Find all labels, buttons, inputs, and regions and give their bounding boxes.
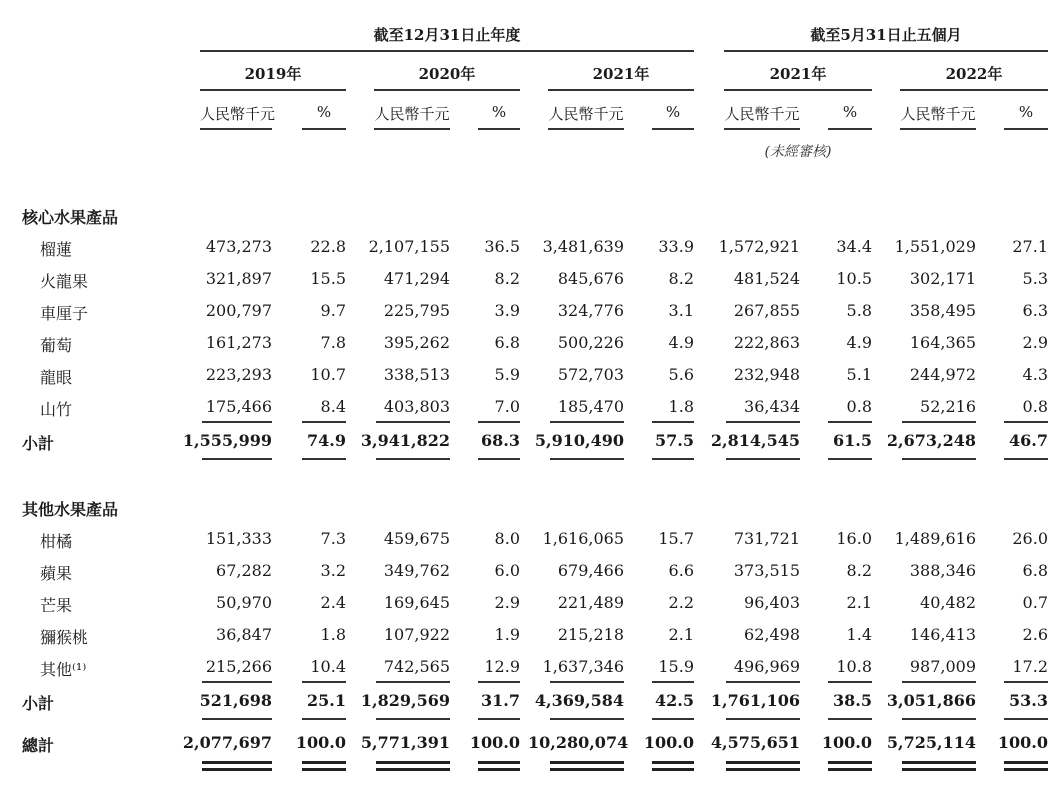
table-row-cell: 33.9 <box>658 237 694 256</box>
group-header-five-months: 截至5月31日止五個月 <box>810 26 962 44</box>
subtotal-rule <box>726 681 800 683</box>
subtotal-row-cell: 57.5 <box>655 431 694 450</box>
table-row-cell: 572,703 <box>557 365 624 384</box>
table-row-cell: 10.4 <box>310 657 346 676</box>
subtotal-underline <box>550 718 624 720</box>
subtotal-label: 小計 <box>22 434 55 453</box>
subtotal-rule <box>376 421 450 423</box>
row-label: 柑橘 <box>40 532 73 551</box>
subtotal-row-cell: 3,941,822 <box>360 431 450 450</box>
table-row-cell: 6.0 <box>494 561 520 580</box>
subtotal-rule <box>1004 681 1048 683</box>
total-row-cell: 2,077,697 <box>182 733 272 752</box>
subtotal-rule <box>550 421 624 423</box>
table-row-cell: 6.3 <box>1022 301 1048 320</box>
subtotal-row-cell: 46.7 <box>1009 431 1048 450</box>
row-label: 榴蓮 <box>40 240 73 259</box>
table-row-cell: 9.7 <box>320 301 346 320</box>
subtotal-row-cell: 1,829,569 <box>360 691 450 710</box>
total-row-cell: 100.0 <box>821 733 872 752</box>
table-row-cell: 5.8 <box>846 301 872 320</box>
subtotal-row-cell: 5,910,490 <box>534 431 624 450</box>
table-row-cell: 96,403 <box>744 593 800 612</box>
year-rule <box>724 89 872 91</box>
subtotal-underline <box>376 458 450 460</box>
subtotal-row-cell: 2,814,545 <box>710 431 800 450</box>
table-row-cell: 1,616,065 <box>542 529 624 548</box>
total-row-cell: 100.0 <box>643 733 694 752</box>
total-double-rule-bottom <box>376 768 450 771</box>
subtotal-row-cell: 74.9 <box>307 431 346 450</box>
unit-header-rmb: 人民幣千元 <box>200 105 276 123</box>
table-row-cell: 185,470 <box>557 397 624 416</box>
table-row-cell: 1,489,616 <box>894 529 976 548</box>
table-row-cell: 107,922 <box>383 625 450 644</box>
subtotal-rule <box>202 681 272 683</box>
subtotal-row-cell: 3,051,866 <box>886 691 976 710</box>
table-row-cell: 1,551,029 <box>894 237 976 256</box>
table-row-cell: 349,762 <box>383 561 450 580</box>
table-row-cell: 7.0 <box>494 397 520 416</box>
subtotal-row-cell: 1,761,106 <box>710 691 800 710</box>
subtotal-underline <box>478 718 520 720</box>
table-row-cell: 15.9 <box>658 657 694 676</box>
group-header-fiscal-year: 截至12月31日止年度 <box>373 26 521 44</box>
total-row-cell: 5,771,391 <box>360 733 450 752</box>
total-double-rule-top <box>1004 761 1048 764</box>
total-row-cell: 10,280,074 <box>528 733 629 752</box>
table-row-cell: 10.8 <box>836 657 872 676</box>
unit-header-pct: % <box>491 103 507 121</box>
table-row-cell: 34.4 <box>836 237 872 256</box>
subtotal-row-cell: 1,555,999 <box>182 431 272 450</box>
table-row-cell: 4.9 <box>846 333 872 352</box>
subtotal-rule <box>652 421 694 423</box>
subtotal-label: 小計 <box>22 694 55 713</box>
table-row-cell: 12.9 <box>484 657 520 676</box>
unit-rule <box>302 128 346 130</box>
unit-rule <box>478 128 520 130</box>
total-double-rule-top <box>376 761 450 764</box>
subtotal-underline <box>652 718 694 720</box>
row-label: 龍眼 <box>40 368 73 387</box>
table-row-cell: 1.9 <box>494 625 520 644</box>
subtotal-rule <box>902 681 976 683</box>
row-label: 葡萄 <box>40 336 73 355</box>
subtotal-row-cell: 38.5 <box>833 691 872 710</box>
year-header: 2021年 <box>769 65 827 83</box>
total-double-rule-bottom <box>302 768 346 771</box>
row-label: 芒果 <box>40 596 73 615</box>
unit-rule <box>548 128 624 130</box>
table-row-cell: 0.7 <box>1022 593 1048 612</box>
subtotal-underline <box>202 458 272 460</box>
table-row-cell: 2.4 <box>320 593 346 612</box>
table-row-cell: 5.1 <box>846 365 872 384</box>
subtotal-underline <box>1004 458 1048 460</box>
unit-header-pct: % <box>316 103 332 121</box>
table-row-cell: 164,365 <box>909 333 976 352</box>
subtotal-row-cell: 42.5 <box>655 691 694 710</box>
table-row-cell: 2,107,155 <box>368 237 450 256</box>
subtotal-underline <box>902 458 976 460</box>
row-label: 其他⁽¹⁾ <box>40 660 87 679</box>
total-double-rule-top <box>902 761 976 764</box>
table-row-cell: 388,346 <box>909 561 976 580</box>
table-row-cell: 473,273 <box>205 237 272 256</box>
table-row-cell: 6.8 <box>1022 561 1048 580</box>
section-title: 其他水果產品 <box>22 500 119 519</box>
table-row-cell: 50,970 <box>216 593 272 612</box>
table-row-cell: 15.5 <box>310 269 346 288</box>
table-row-cell: 215,266 <box>205 657 272 676</box>
table-row-cell: 3.9 <box>494 301 520 320</box>
total-double-rule-top <box>550 761 624 764</box>
subtotal-row-cell: 53.3 <box>1009 691 1048 710</box>
row-label: 車厘子 <box>40 304 89 323</box>
table-row-cell: 67,282 <box>216 561 272 580</box>
subtotal-row-cell: 4,369,584 <box>534 691 624 710</box>
unit-header-pct: % <box>842 103 858 121</box>
subtotal-underline <box>550 458 624 460</box>
table-row-cell: 200,797 <box>205 301 272 320</box>
year-rule <box>200 89 346 91</box>
subtotal-underline <box>478 458 520 460</box>
table-row-cell: 358,495 <box>909 301 976 320</box>
subtotal-rule <box>478 421 520 423</box>
unit-header-rmb: 人民幣千元 <box>548 105 624 123</box>
subtotal-rule <box>550 681 624 683</box>
table-row-cell: 338,513 <box>383 365 450 384</box>
year-rule <box>548 89 694 91</box>
table-row-cell: 225,795 <box>383 301 450 320</box>
table-row-cell: 2.2 <box>668 593 694 612</box>
table-row-cell: 8.2 <box>494 269 520 288</box>
total-double-rule-bottom <box>202 768 272 771</box>
table-row-cell: 481,524 <box>733 269 800 288</box>
total-double-rule-top <box>652 761 694 764</box>
unit-rule <box>200 128 272 130</box>
table-row-cell: 223,293 <box>205 365 272 384</box>
table-row-cell: 324,776 <box>557 301 624 320</box>
unaudited-note: (未經審核) <box>764 144 832 160</box>
subtotal-rule <box>726 421 800 423</box>
table-row-cell: 5.3 <box>1022 269 1048 288</box>
table-row-cell: 1,637,346 <box>542 657 624 676</box>
total-double-rule-top <box>828 761 872 764</box>
table-row-cell: 221,489 <box>557 593 624 612</box>
table-row-cell: 987,009 <box>909 657 976 676</box>
row-label: 獼猴桃 <box>40 628 89 647</box>
table-row-cell: 731,721 <box>733 529 800 548</box>
table-row-cell: 10.5 <box>836 269 872 288</box>
subtotal-rule <box>302 681 346 683</box>
table-row-cell: 17.2 <box>1012 657 1048 676</box>
table-row-cell: 403,803 <box>383 397 450 416</box>
subtotal-rule <box>478 681 520 683</box>
unit-rule <box>724 128 800 130</box>
table-row-cell: 471,294 <box>383 269 450 288</box>
subtotal-underline <box>828 718 872 720</box>
table-row-cell: 3.1 <box>668 301 694 320</box>
table-row-cell: 742,565 <box>383 657 450 676</box>
table-row-cell: 2.9 <box>494 593 520 612</box>
table-row-cell: 4.3 <box>1022 365 1048 384</box>
unit-rule <box>374 128 450 130</box>
total-double-rule-top <box>726 761 800 764</box>
table-row-cell: 36.5 <box>484 237 520 256</box>
total-double-rule-bottom <box>726 768 800 771</box>
table-row-cell: 10.7 <box>310 365 346 384</box>
year-header: 2020年 <box>418 65 476 83</box>
table-row-cell: 26.0 <box>1012 529 1048 548</box>
table-row-cell: 0.8 <box>846 397 872 416</box>
group-rule-five-months <box>724 50 1048 52</box>
table-row-cell: 244,972 <box>909 365 976 384</box>
table-row-cell: 2.6 <box>1022 625 1048 644</box>
subtotal-underline <box>376 718 450 720</box>
subtotal-underline <box>202 718 272 720</box>
total-row-cell: 5,725,114 <box>886 733 976 752</box>
unit-rule <box>900 128 976 130</box>
table-row-cell: 16.0 <box>836 529 872 548</box>
year-rule <box>900 89 1048 91</box>
subtotal-rule <box>828 421 872 423</box>
table-row-cell: 40,482 <box>920 593 976 612</box>
subtotal-rule <box>652 681 694 683</box>
total-double-rule-bottom <box>1004 768 1048 771</box>
subtotal-row-cell: 68.3 <box>481 431 520 450</box>
table-row-cell: 2.9 <box>1022 333 1048 352</box>
table-row-cell: 8.2 <box>846 561 872 580</box>
table-row-cell: 1.8 <box>320 625 346 644</box>
table-row-cell: 7.3 <box>320 529 346 548</box>
table-row-cell: 36,847 <box>216 625 272 644</box>
table-row-cell: 222,863 <box>733 333 800 352</box>
table-row-cell: 5.9 <box>494 365 520 384</box>
table-row-cell: 8.0 <box>494 529 520 548</box>
total-row-cell: 100.0 <box>295 733 346 752</box>
total-label: 總計 <box>22 736 55 755</box>
table-row-cell: 459,675 <box>383 529 450 548</box>
section-title: 核心水果產品 <box>22 208 119 227</box>
table-row-cell: 679,466 <box>557 561 624 580</box>
table-row-cell: 36,434 <box>744 397 800 416</box>
total-double-rule-bottom <box>828 768 872 771</box>
subtotal-underline <box>1004 718 1048 720</box>
subtotal-row-cell: 25.1 <box>307 691 346 710</box>
table-row-cell: 8.2 <box>668 269 694 288</box>
table-row-cell: 52,216 <box>920 397 976 416</box>
total-row-cell: 100.0 <box>997 733 1048 752</box>
subtotal-underline <box>828 458 872 460</box>
year-rule <box>374 89 520 91</box>
table-row-cell: 169,645 <box>383 593 450 612</box>
total-double-rule-top <box>302 761 346 764</box>
total-double-rule-top <box>478 761 520 764</box>
subtotal-row-cell: 31.7 <box>481 691 520 710</box>
table-row-cell: 395,262 <box>383 333 450 352</box>
subtotal-underline <box>726 718 800 720</box>
table-row-cell: 151,333 <box>205 529 272 548</box>
table-row-cell: 5.6 <box>668 365 694 384</box>
row-label: 山竹 <box>40 400 73 419</box>
year-header: 2021年 <box>592 65 650 83</box>
table-row-cell: 1.8 <box>668 397 694 416</box>
subtotal-underline <box>652 458 694 460</box>
subtotal-row-cell: 61.5 <box>833 431 872 450</box>
table-row-cell: 3,481,639 <box>542 237 624 256</box>
total-double-rule-bottom <box>902 768 976 771</box>
unit-header-rmb: 人民幣千元 <box>374 105 450 123</box>
total-row-cell: 100.0 <box>469 733 520 752</box>
subtotal-underline <box>902 718 976 720</box>
table-row-cell: 6.8 <box>494 333 520 352</box>
total-double-rule-bottom <box>652 768 694 771</box>
table-row-cell: 1.4 <box>846 625 872 644</box>
total-row-cell: 4,575,651 <box>710 733 800 752</box>
table-row-cell: 321,897 <box>205 269 272 288</box>
subtotal-rule <box>1004 421 1048 423</box>
subtotal-underline <box>302 718 346 720</box>
year-header: 2019年 <box>244 65 302 83</box>
subtotal-underline <box>302 458 346 460</box>
unit-header-rmb: 人民幣千元 <box>724 105 800 123</box>
unit-rule <box>828 128 872 130</box>
table-row-cell: 2.1 <box>846 593 872 612</box>
unit-header-pct: % <box>665 103 681 121</box>
row-label: 火龍果 <box>40 272 89 291</box>
table-row-cell: 62,498 <box>744 625 800 644</box>
group-rule-fiscal-year <box>200 50 694 52</box>
table-row-cell: 215,218 <box>557 625 624 644</box>
table-row-cell: 27.1 <box>1012 237 1048 256</box>
table-row-cell: 496,969 <box>733 657 800 676</box>
subtotal-rule <box>302 421 346 423</box>
table-row-cell: 161,273 <box>205 333 272 352</box>
table-row-cell: 267,855 <box>733 301 800 320</box>
table-row-cell: 500,226 <box>557 333 624 352</box>
table-row-cell: 373,515 <box>733 561 800 580</box>
unit-header-rmb: 人民幣千元 <box>900 105 976 123</box>
table-row-cell: 6.6 <box>668 561 694 580</box>
table-row-cell: 146,413 <box>909 625 976 644</box>
table-row-cell: 845,676 <box>557 269 624 288</box>
table-row-cell: 232,948 <box>733 365 800 384</box>
year-header: 2022年 <box>945 65 1003 83</box>
subtotal-rule <box>376 681 450 683</box>
subtotal-row-cell: 2,673,248 <box>886 431 976 450</box>
total-double-rule-top <box>202 761 272 764</box>
table-row-cell: 7.8 <box>320 333 346 352</box>
table-row-cell: 1,572,921 <box>718 237 800 256</box>
subtotal-rule <box>828 681 872 683</box>
total-double-rule-bottom <box>550 768 624 771</box>
table-row-cell: 3.2 <box>320 561 346 580</box>
table-row-cell: 0.8 <box>1022 397 1048 416</box>
total-double-rule-bottom <box>478 768 520 771</box>
subtotal-rule <box>202 421 272 423</box>
table-row-cell: 22.8 <box>310 237 346 256</box>
table-row-cell: 175,466 <box>205 397 272 416</box>
row-label: 蘋果 <box>40 564 73 583</box>
subtotal-rule <box>902 421 976 423</box>
unit-rule <box>652 128 694 130</box>
table-row-cell: 2.1 <box>668 625 694 644</box>
unit-rule <box>1004 128 1048 130</box>
unit-header-pct: % <box>1018 103 1034 121</box>
subtotal-underline <box>726 458 800 460</box>
table-row-cell: 15.7 <box>658 529 694 548</box>
table-row-cell: 302,171 <box>909 269 976 288</box>
table-row-cell: 4.9 <box>668 333 694 352</box>
table-row-cell: 8.4 <box>320 397 346 416</box>
subtotal-row-cell: 521,698 <box>199 691 272 710</box>
